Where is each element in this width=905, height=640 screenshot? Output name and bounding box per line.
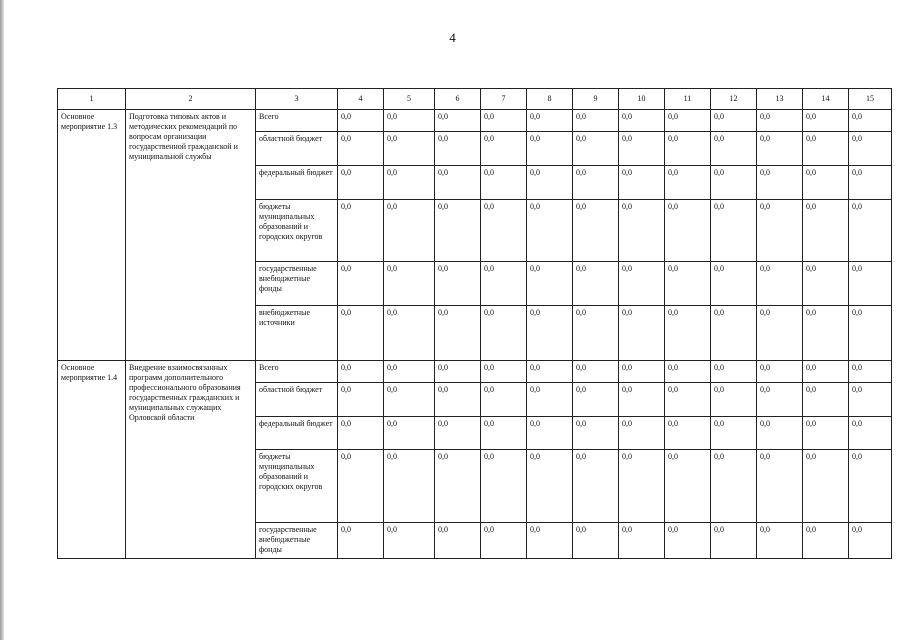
value-cell: 0,0 — [338, 166, 384, 200]
funding-source: федеральный бюджет — [256, 417, 338, 450]
value-cell: 0,0 — [665, 383, 711, 417]
value-cell: 0,0 — [573, 166, 619, 200]
value-cell: 0,0 — [384, 306, 435, 361]
value-cell: 0,0 — [573, 361, 619, 383]
value-cell: 0,0 — [338, 262, 384, 306]
value-cell: 0,0 — [665, 262, 711, 306]
value-cell: 0,0 — [849, 200, 892, 262]
value-cell: 0,0 — [435, 166, 481, 200]
value-cell: 0,0 — [435, 361, 481, 383]
funding-source: бюджеты муниципальных образований и городских округов — [256, 200, 338, 262]
value-cell: 0,0 — [435, 110, 481, 132]
header-cell: 15 — [849, 89, 892, 110]
value-cell: 0,0 — [711, 200, 757, 262]
value-cell: 0,0 — [527, 383, 573, 417]
value-cell: 0,0 — [803, 417, 849, 450]
value-cell: 0,0 — [711, 110, 757, 132]
value-cell: 0,0 — [849, 450, 892, 523]
value-cell: 0,0 — [435, 383, 481, 417]
header-cell: 4 — [338, 89, 384, 110]
table-row — [58, 361, 892, 383]
value-cell: 0,0 — [803, 383, 849, 417]
value-cell: 0,0 — [849, 523, 892, 559]
value-cell: 0,0 — [803, 523, 849, 559]
value-cell: 0,0 — [803, 450, 849, 523]
header-cell: 9 — [573, 89, 619, 110]
header-cell: 6 — [435, 89, 481, 110]
value-cell: 0,0 — [711, 262, 757, 306]
value-cell: 0,0 — [338, 523, 384, 559]
value-cell: 0,0 — [527, 132, 573, 166]
event-name: Основное мероприятие 1.3 — [58, 110, 126, 361]
value-cell: 0,0 — [435, 523, 481, 559]
event-description: Подготовка типовых актов и методических рекомендаций по вопросам организации государственной гражданской и муниципальной службы — [126, 110, 256, 361]
value-cell: 0,0 — [757, 262, 803, 306]
value-cell: 0,0 — [757, 132, 803, 166]
value-cell: 0,0 — [481, 166, 527, 200]
event-name: Основное мероприятие 1.4 — [58, 361, 126, 559]
value-cell: 0,0 — [481, 110, 527, 132]
value-cell: 0,0 — [338, 306, 384, 361]
value-cell: 0,0 — [757, 110, 803, 132]
funding-source: областной бюджет — [256, 383, 338, 417]
value-cell: 0,0 — [384, 523, 435, 559]
value-cell: 0,0 — [481, 306, 527, 361]
value-cell: 0,0 — [481, 383, 527, 417]
value-cell: 0,0 — [384, 450, 435, 523]
value-cell: 0,0 — [338, 200, 384, 262]
value-cell: 0,0 — [435, 200, 481, 262]
value-cell: 0,0 — [665, 166, 711, 200]
value-cell: 0,0 — [757, 417, 803, 450]
value-cell: 0,0 — [619, 200, 665, 262]
value-cell: 0,0 — [481, 523, 527, 559]
page-number: 4 — [449, 30, 456, 45]
value-cell: 0,0 — [803, 200, 849, 262]
funding-source: бюджеты муниципальных образований и городских округов — [256, 450, 338, 523]
budget-table — [57, 88, 892, 559]
value-cell: 0,0 — [803, 306, 849, 361]
value-cell: 0,0 — [665, 306, 711, 361]
value-cell: 0,0 — [803, 361, 849, 383]
value-cell: 0,0 — [384, 132, 435, 166]
value-cell: 0,0 — [384, 200, 435, 262]
value-cell: 0,0 — [527, 200, 573, 262]
value-cell: 0,0 — [435, 262, 481, 306]
value-cell: 0,0 — [665, 417, 711, 450]
value-cell: 0,0 — [338, 383, 384, 417]
value-cell: 0,0 — [619, 166, 665, 200]
value-cell: 0,0 — [757, 383, 803, 417]
value-cell: 0,0 — [757, 166, 803, 200]
funding-source: областной бюджет — [256, 132, 338, 166]
value-cell: 0,0 — [803, 262, 849, 306]
scan-edge-shadow — [0, 0, 4, 640]
header-cell: 12 — [711, 89, 757, 110]
value-cell: 0,0 — [665, 200, 711, 262]
value-cell: 0,0 — [481, 200, 527, 262]
value-cell: 0,0 — [527, 306, 573, 361]
value-cell: 0,0 — [757, 306, 803, 361]
header-cell: 14 — [803, 89, 849, 110]
header-cell: 3 — [256, 89, 338, 110]
value-cell: 0,0 — [573, 383, 619, 417]
value-cell: 0,0 — [338, 361, 384, 383]
value-cell: 0,0 — [711, 361, 757, 383]
value-cell: 0,0 — [849, 110, 892, 132]
value-cell: 0,0 — [619, 523, 665, 559]
funding-source: Всего — [256, 110, 338, 132]
funding-source: Всего — [256, 361, 338, 383]
value-cell: 0,0 — [481, 262, 527, 306]
value-cell: 0,0 — [849, 383, 892, 417]
value-cell: 0,0 — [757, 200, 803, 262]
funding-source: государственные внебюджетные фонды — [256, 262, 338, 306]
value-cell: 0,0 — [384, 361, 435, 383]
header-cell: 13 — [757, 89, 803, 110]
value-cell: 0,0 — [384, 166, 435, 200]
value-cell: 0,0 — [573, 306, 619, 361]
value-cell: 0,0 — [481, 450, 527, 523]
header-cell: 11 — [665, 89, 711, 110]
value-cell: 0,0 — [338, 450, 384, 523]
value-cell: 0,0 — [527, 110, 573, 132]
value-cell: 0,0 — [338, 417, 384, 450]
value-cell: 0,0 — [619, 417, 665, 450]
value-cell: 0,0 — [384, 417, 435, 450]
value-cell: 0,0 — [711, 450, 757, 523]
value-cell: 0,0 — [711, 166, 757, 200]
value-cell: 0,0 — [711, 523, 757, 559]
header-cell: 5 — [384, 89, 435, 110]
value-cell: 0,0 — [711, 417, 757, 450]
value-cell: 0,0 — [338, 110, 384, 132]
value-cell: 0,0 — [573, 450, 619, 523]
value-cell: 0,0 — [665, 110, 711, 132]
value-cell: 0,0 — [527, 262, 573, 306]
value-cell: 0,0 — [803, 132, 849, 166]
value-cell: 0,0 — [435, 306, 481, 361]
value-cell: 0,0 — [527, 166, 573, 200]
value-cell: 0,0 — [665, 132, 711, 166]
header-cell: 8 — [527, 89, 573, 110]
value-cell: 0,0 — [849, 132, 892, 166]
table-row — [58, 110, 892, 132]
funding-source: государственные внебюджетные фонды — [256, 523, 338, 559]
value-cell: 0,0 — [849, 417, 892, 450]
value-cell: 0,0 — [573, 110, 619, 132]
value-cell: 0,0 — [619, 306, 665, 361]
value-cell: 0,0 — [803, 166, 849, 200]
header-cell: 7 — [481, 89, 527, 110]
value-cell: 0,0 — [338, 132, 384, 166]
value-cell: 0,0 — [757, 450, 803, 523]
value-cell: 0,0 — [619, 262, 665, 306]
value-cell: 0,0 — [849, 306, 892, 361]
value-cell: 0,0 — [573, 200, 619, 262]
value-cell: 0,0 — [384, 262, 435, 306]
value-cell: 0,0 — [665, 361, 711, 383]
value-cell: 0,0 — [435, 132, 481, 166]
value-cell: 0,0 — [665, 450, 711, 523]
event-description: Внедрение взаимосвязанных программ дополнительного профессионального образования государственных гражданских и муниципальных служащих Орловской области — [126, 361, 256, 559]
value-cell: 0,0 — [619, 361, 665, 383]
value-cell: 0,0 — [849, 166, 892, 200]
funding-source: федеральный бюджет — [256, 166, 338, 200]
value-cell: 0,0 — [665, 523, 711, 559]
value-cell: 0,0 — [619, 110, 665, 132]
value-cell: 0,0 — [527, 450, 573, 523]
header-row — [58, 89, 892, 110]
funding-source: внебюджетные источники — [256, 306, 338, 361]
value-cell: 0,0 — [573, 262, 619, 306]
value-cell: 0,0 — [711, 383, 757, 417]
value-cell: 0,0 — [527, 417, 573, 450]
value-cell: 0,0 — [573, 417, 619, 450]
value-cell: 0,0 — [527, 523, 573, 559]
value-cell: 0,0 — [384, 110, 435, 132]
value-cell: 0,0 — [527, 361, 573, 383]
value-cell: 0,0 — [435, 450, 481, 523]
header-cell: 1 — [58, 89, 126, 110]
value-cell: 0,0 — [803, 110, 849, 132]
value-cell: 0,0 — [481, 361, 527, 383]
value-cell: 0,0 — [481, 132, 527, 166]
value-cell: 0,0 — [619, 132, 665, 166]
value-cell: 0,0 — [849, 262, 892, 306]
header-cell: 10 — [619, 89, 665, 110]
value-cell: 0,0 — [619, 450, 665, 523]
value-cell: 0,0 — [711, 132, 757, 166]
value-cell: 0,0 — [573, 523, 619, 559]
value-cell: 0,0 — [711, 306, 757, 361]
value-cell: 0,0 — [481, 417, 527, 450]
value-cell: 0,0 — [384, 383, 435, 417]
header-cell: 2 — [126, 89, 256, 110]
value-cell: 0,0 — [435, 417, 481, 450]
value-cell: 0,0 — [849, 361, 892, 383]
value-cell: 0,0 — [757, 523, 803, 559]
value-cell: 0,0 — [573, 132, 619, 166]
value-cell: 0,0 — [619, 383, 665, 417]
value-cell: 0,0 — [757, 361, 803, 383]
